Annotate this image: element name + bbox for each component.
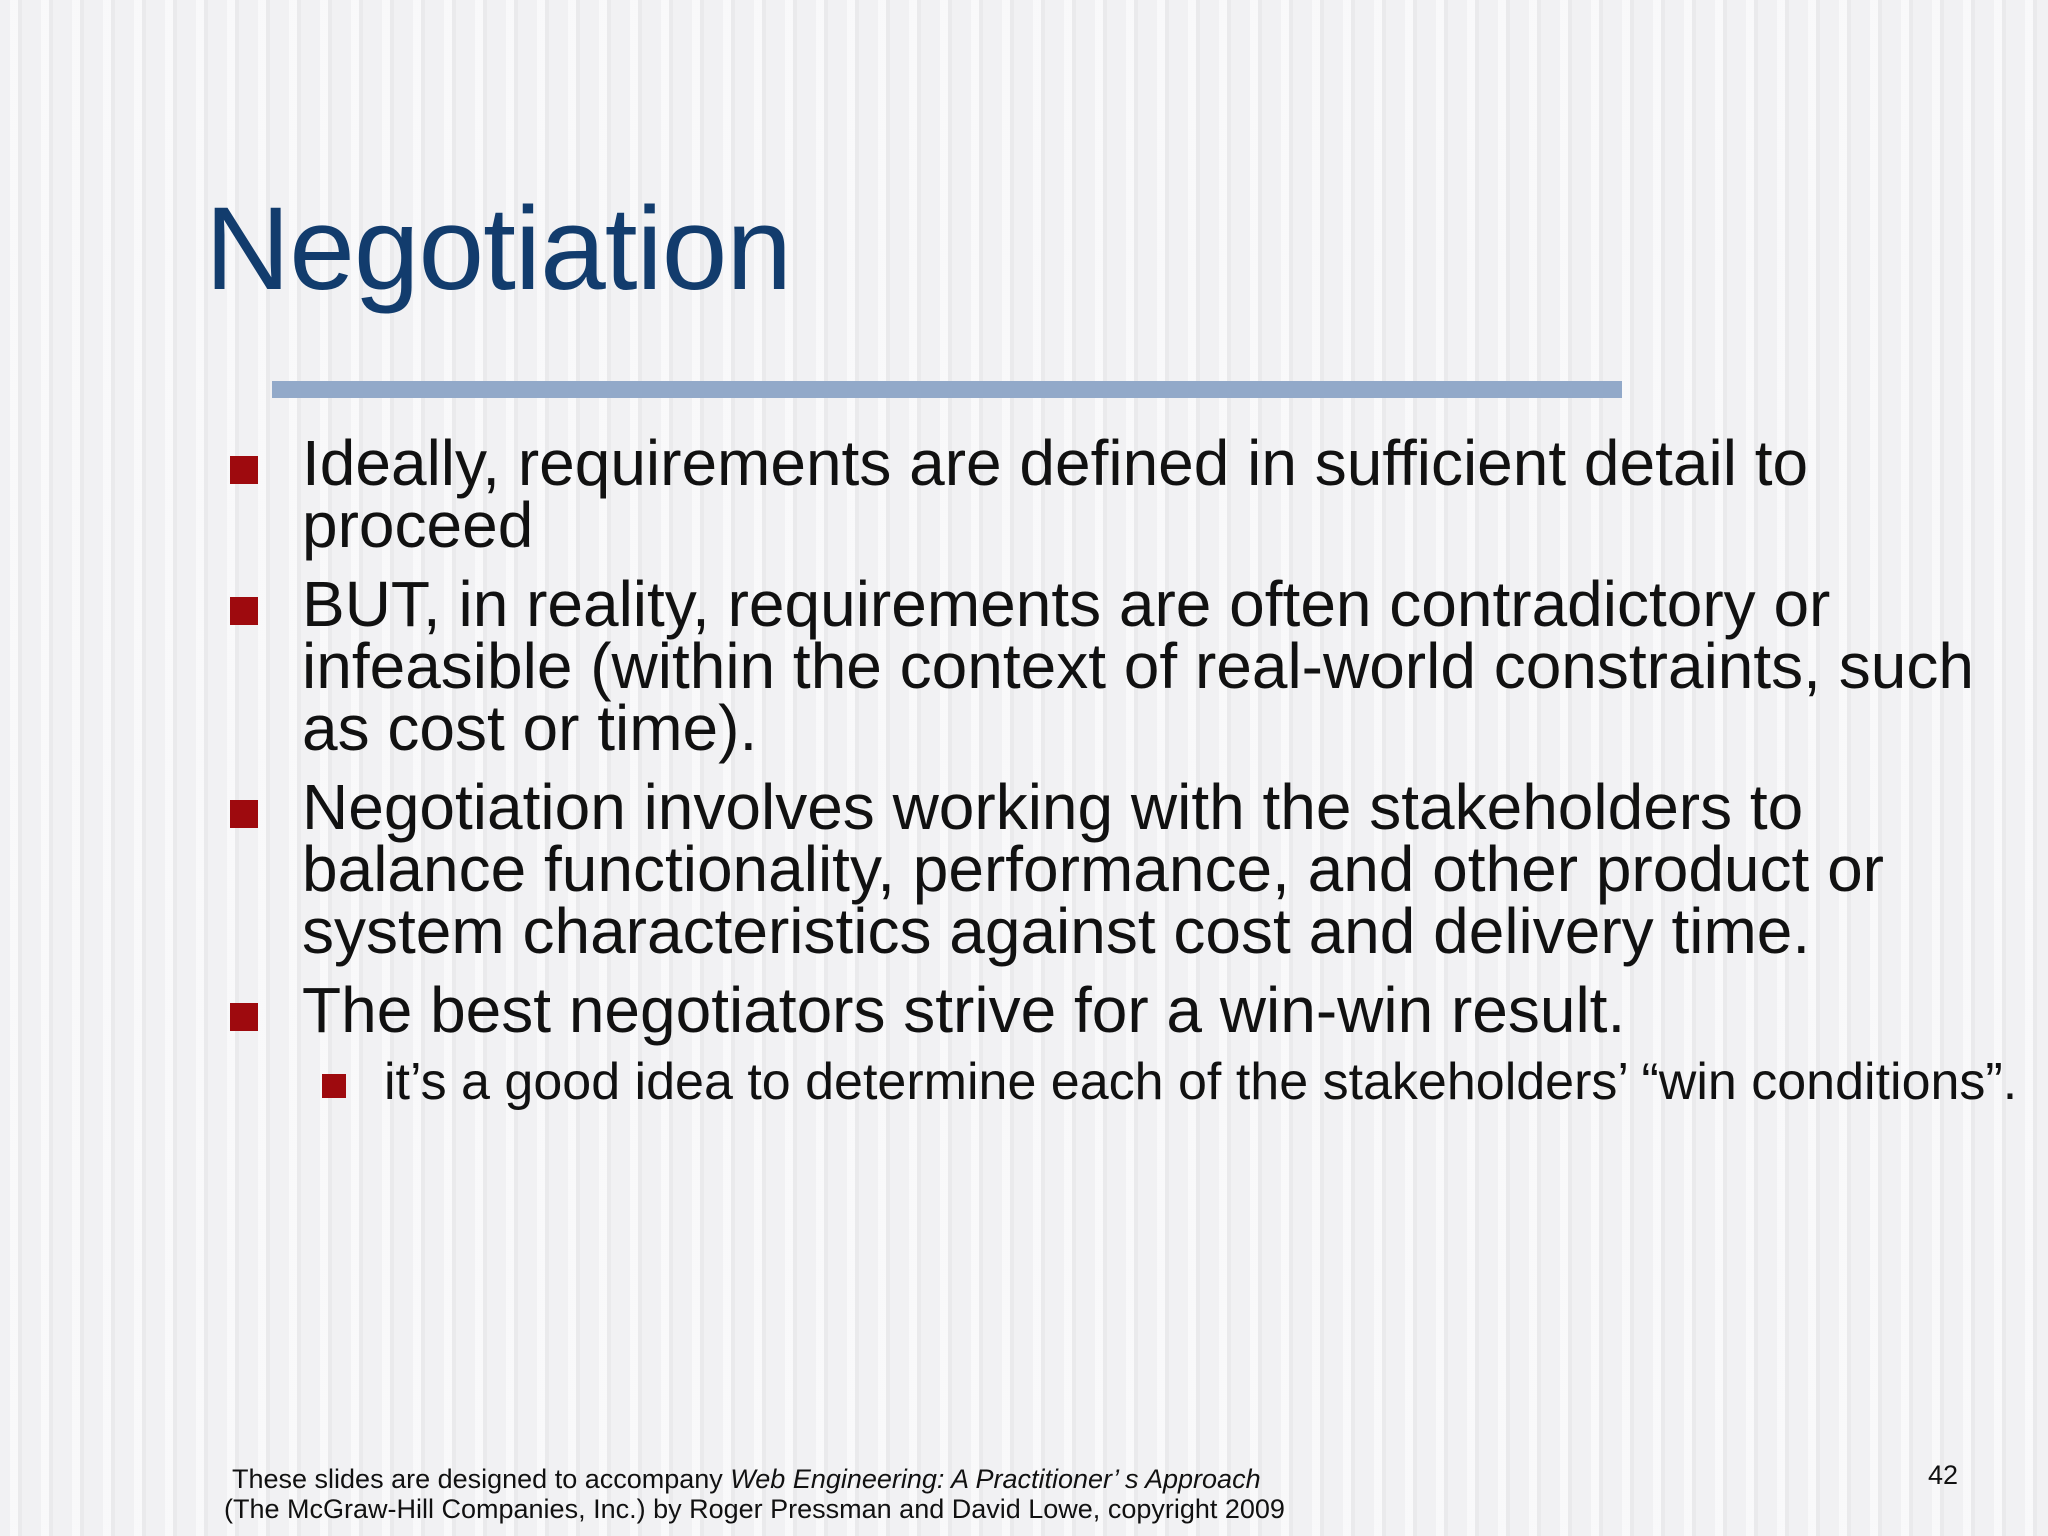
bullet-text: BUT, in reality, requirements are often contradictory or infeasible (within the context of real-world constraints, such as cost or time). [302,568,1974,764]
footer-line-1 [224,1464,1285,1494]
bullet-text: Negotiation involves working with the stakeholders to balance functionality, performance, and other product or system characteristics against cost and delivery time. [302,771,1884,967]
sub-bullet-square-icon [322,1074,346,1098]
bullet-item [230,771,2020,967]
bullet-item [230,974,2020,1111]
bullet-square-icon [230,800,258,828]
footer-prefix: These slides are designed to accompany [232,1464,731,1494]
bullet-list [230,427,2020,1124]
bullet-square-icon [230,1003,258,1031]
footer-book-title: Web Engineering: A Practitioner’ s Approach [730,1464,1261,1494]
bullet-item [230,427,2020,561]
sub-bullet-text: it’s a good idea to determine each of the stakeholders’ “win conditions”. [384,1053,2018,1111]
page-number: 42 [1928,1460,1959,1490]
bullet-text: The best negotiators strive for a win-win result. [302,974,1626,1046]
title-underline [272,381,1622,398]
bullet-square-icon [230,597,258,625]
sub-bullet-item [322,1053,2020,1111]
bullet-item [230,568,2020,764]
bullet-square-icon [230,456,258,484]
bullet-text: Ideally, requirements are defined in sufficient detail to proceed [302,427,1809,561]
footer-credits [224,1464,1285,1524]
footer-line-2: (The McGraw-Hill Companies, Inc.) by Roger Pressman and David Lowe, copyright 2009 [224,1494,1285,1524]
slide-title: Negotiation [205,183,791,315]
sub-bullet-list [302,1053,2020,1111]
